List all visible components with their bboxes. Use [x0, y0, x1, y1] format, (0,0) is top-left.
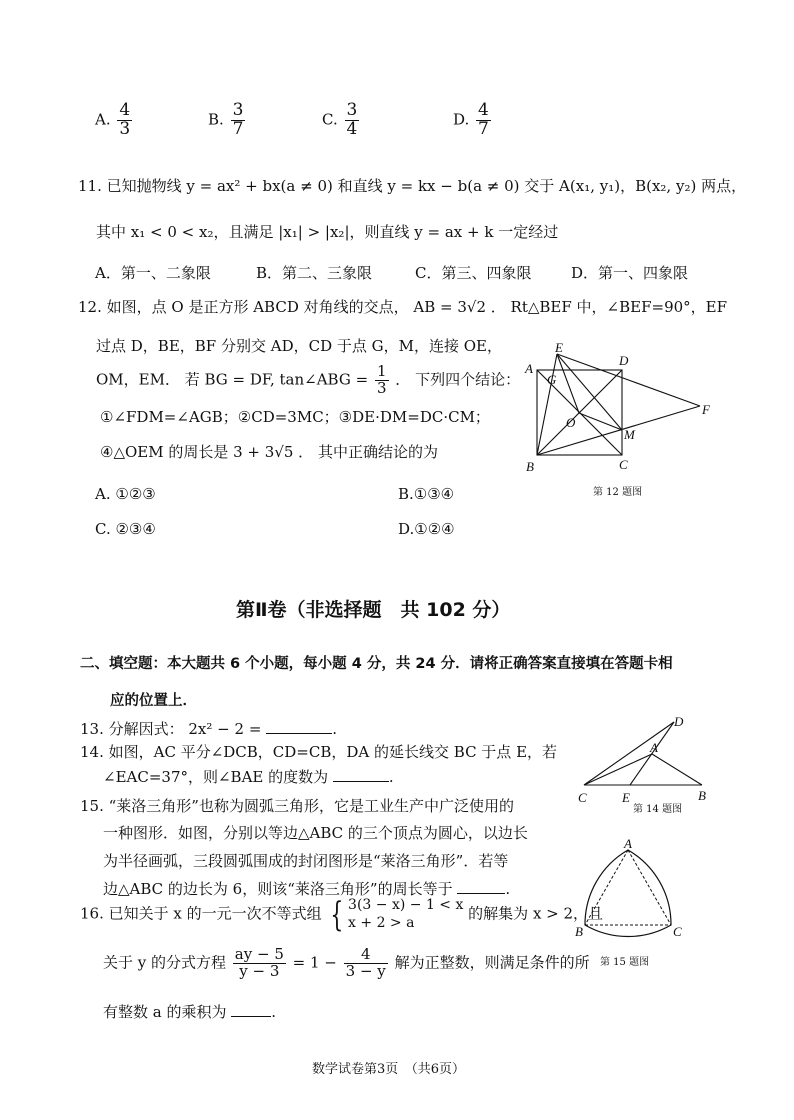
q16-answer-blank — [231, 1002, 271, 1017]
q13-answer-blank — [266, 719, 332, 734]
fig14-label-a: A — [650, 740, 658, 755]
q15-line3: 为半径画弧，三段圆弧围成的封闭图形是“莱洛三角形”．若等 — [103, 852, 509, 870]
q16-line1: 16. 已知关于 x 的一元一次不等式组 { 3(3 − x) − 1 < x x + 2 > a 的解集为 x > 2，且 — [80, 894, 604, 935]
q14-figure-caption: 第 14 题图 — [633, 804, 683, 815]
q11-option-a: A．第一、二象限 — [95, 264, 211, 282]
q16-line2: 关于 y 的分式方程 $\frac{ay - 5}{y - 3}$ = 1 − $\frac{4}{3 - y}$ 解为正整数，则满足条件的所 — [103, 945, 590, 980]
q15-line2: 一种图形．如图，分别以等边△ABC 的三个顶点为圆心，以边长 — [103, 824, 528, 842]
q11-line1: 11. 已知抛物线 y = ax² + bx(a ≠ 0) 和直线 y = kx − b(a ≠ 0) 交于 A(x₁, y₁)，B(x₂, y₂) 两点， — [78, 177, 747, 195]
q11-option-c: C．第三、四象限 — [415, 264, 532, 282]
q12-option-c: C. ②③④ — [95, 520, 156, 538]
q14-line2: ∠EAC=37°，则∠BAE 的度数为 . — [103, 768, 394, 786]
fig12-label-c: C — [619, 457, 628, 472]
q12-option-b: B.①③④ — [398, 485, 455, 503]
section2-instruction-line2: 应的位置上． — [110, 693, 197, 709]
fig12-label-e: E — [555, 340, 563, 355]
segment-om — [579, 413, 622, 430]
section2-title: 第Ⅱ卷（非选择题 共 102 分） — [236, 599, 511, 621]
segment-ab — [652, 754, 702, 785]
page-footer: 数学试卷第3页 （共6页） — [312, 1062, 466, 1077]
q10-option-b: B. $\frac{3}{7}$ — [208, 100, 244, 139]
q10-option-c: C. $\frac{3}{4}$ — [322, 100, 358, 139]
q11-line2: 其中 x₁ < 0 < x₂，且满足 |x₁| > |x₂|，则直线 y = ax + k 一定经过 — [96, 223, 559, 241]
brace-icon: { — [330, 894, 344, 935]
section2-instruction-line1: 二、填空题：本大题共 6 个小题，每小题 4 分，共 24 分．请将正确答案直接填在答题卡相 — [80, 656, 673, 672]
q16-line3: 有整数 a 的乘积为 . — [103, 1003, 277, 1021]
fig14-label-e: E — [622, 790, 630, 805]
fig15-label-c: C — [673, 924, 682, 939]
fig12-label-o: O — [566, 415, 576, 430]
fig12-label-g: G — [547, 372, 557, 387]
q12-option-d: D.①②④ — [398, 520, 455, 538]
fig12-label-d: D — [619, 353, 629, 368]
q15-figure-caption: 第 15 题图 — [600, 957, 650, 968]
segment-oe — [557, 354, 579, 413]
q12-line1: 12. 如图，点 O 是正方形 ABCD 对角线的交点， AB = 3√2 ． Rt△BEF 中，∠BEF=90°，EF — [78, 298, 728, 316]
q13: 13. 分解因式： 2x² − 2 = . — [80, 720, 337, 738]
q11-option-b: B．第二、三象限 — [256, 264, 373, 282]
fig14-label-c: C — [578, 790, 587, 805]
fig12-label-a: A — [525, 361, 533, 376]
q12-option-a: A. ①②③ — [95, 485, 156, 503]
q12-figure — [515, 340, 725, 500]
q10-option-a: A. $\frac{4}{3}$ — [95, 100, 131, 139]
q12-line5: ④△OEM 的周长是 3 + 3√5 ． 其中正确结论的为 — [100, 443, 438, 461]
segment-cd — [584, 722, 674, 785]
q14-line1: 14. 如图，AC 平分∠DCB，CD=CB，DA 的延长线交 BC 于点 E，若 — [80, 743, 558, 761]
fig14-label-d: D — [674, 714, 684, 729]
q12-line2: 过点 D，BE，BF 分别交 AD，CD 于点 G，M，连接 OE， — [96, 337, 502, 355]
q15-answer-blank — [457, 879, 505, 894]
fig12-label-m: M — [624, 427, 635, 442]
segment-ef — [557, 354, 700, 406]
dashed-ac — [628, 850, 671, 925]
fig12-label-f: F — [702, 402, 710, 417]
q12-line4: ①∠FDM=∠AGB；②CD=3MC；③DE·DM=DC·CM； — [100, 408, 490, 426]
q10-option-d: D. $\frac{4}{7}$ — [453, 100, 489, 139]
q15-line4: 边△ABC 的边长为 6，则该“莱洛三角形”的周长等于 . — [103, 880, 511, 898]
segment-ca — [584, 754, 652, 785]
fig15-label-a: A — [624, 838, 632, 851]
fig14-label-b: B — [698, 788, 706, 803]
q14-answer-blank — [333, 767, 389, 782]
q11-option-d: D．第一、四象限 — [571, 264, 689, 282]
fig15-label-b: B — [575, 924, 583, 939]
fig12-label-b: B — [526, 459, 534, 474]
q12-line3: OM，EM． 若 BG = DF, tan∠ABG = $\frac{1}{3}$ ． 下列四个结论： — [96, 362, 521, 397]
q12-figure-caption: 第 12 题图 — [593, 487, 643, 498]
q15-line1: 15. “莱洛三角形”也称为圆弧三角形，它是工业生产中广泛使用的 — [80, 797, 514, 815]
segment-be — [537, 354, 557, 455]
